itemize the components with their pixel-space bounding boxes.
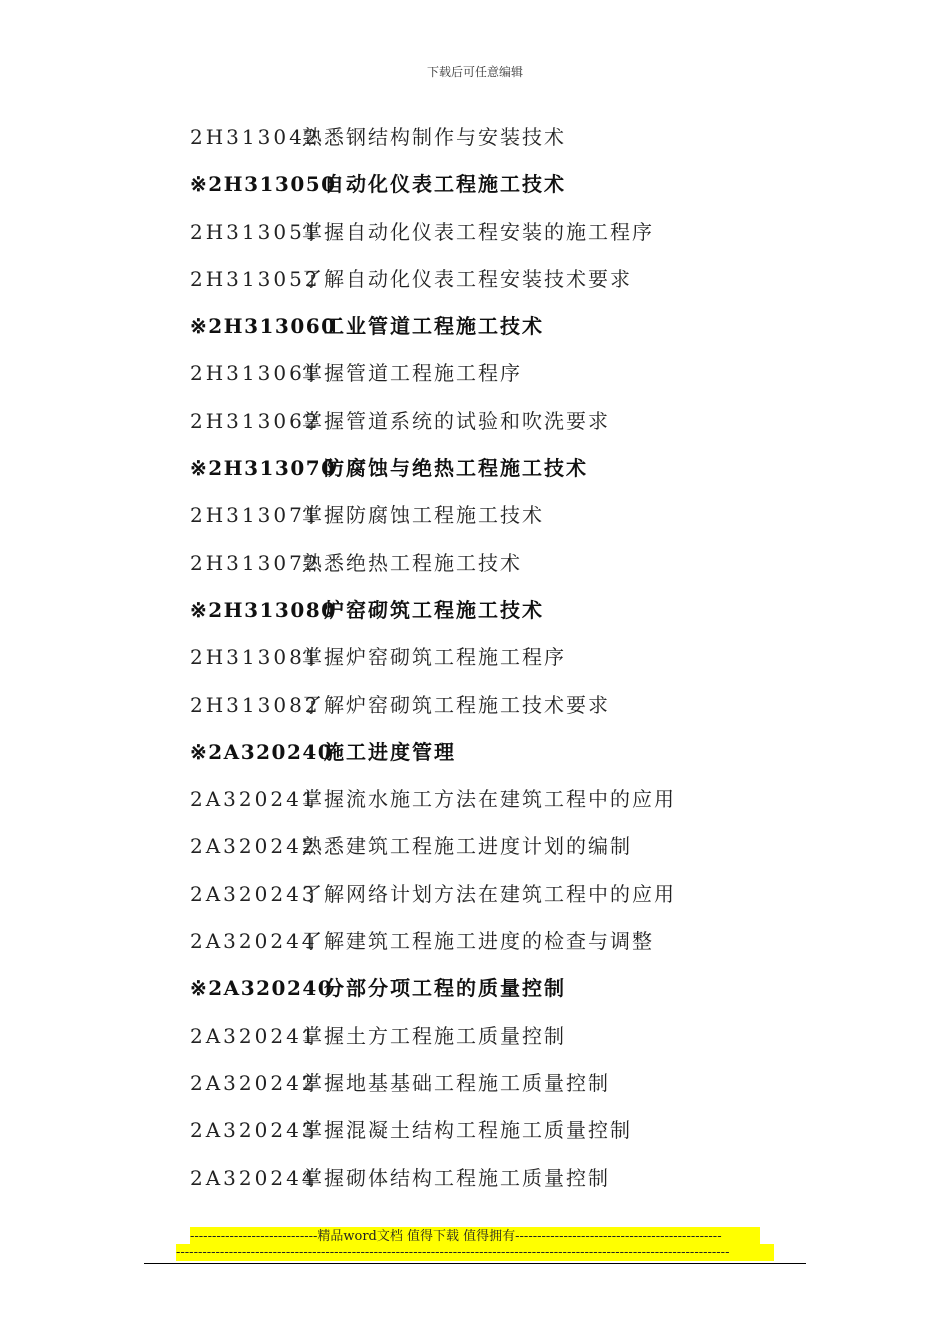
item-code: 2A320242 (190, 834, 318, 859)
syllabus-item (190, 1107, 890, 1154)
footer-promo-line: -----------------------------精品word文档 值得下载 值得拥有----------------------------------------------- (190, 1227, 760, 1246)
footer-dash-line: ------------------------------------------------------------------------------------------------------------------------------ (176, 1244, 774, 1261)
item-text: 了解自动化仪表工程安装技术要求 (302, 266, 632, 291)
item-text: 掌握土方工程施工质量控制 (302, 1023, 566, 1048)
item-text: 了解建筑工程施工进度的检查与调整 (302, 929, 654, 954)
item-code: ※2H313080 (190, 597, 337, 622)
item-code: 2H313071 (190, 503, 321, 528)
item-text: 自动化仪表工程施工技术 (324, 172, 566, 197)
item-code: 2H313062 (190, 408, 321, 433)
section-heading (190, 729, 890, 776)
item-text: 掌握砌体结构工程施工质量控制 (302, 1165, 610, 1190)
item-text: 分部分项工程的质量控制 (324, 976, 566, 1001)
item-code: 2H313051 (190, 219, 321, 244)
item-text: 熟悉钢结构制作与安装技术 (302, 125, 566, 149)
item-code: 2H313061 (190, 361, 321, 386)
item-text: 掌握混凝土结构工程施工质量控制 (302, 1118, 632, 1143)
syllabus-item (190, 871, 890, 918)
item-text: 掌握流水施工方法在建筑工程中的应用 (302, 787, 676, 812)
item-text: 掌握防腐蚀工程施工技术 (302, 503, 544, 528)
syllabus-item (190, 350, 890, 397)
section-heading (190, 965, 890, 1012)
syllabus-item (190, 398, 890, 445)
item-text: 掌握自动化仪表工程安装的施工程序 (302, 219, 654, 244)
item-text: 掌握管道系统的试验和吹洗要求 (302, 408, 610, 433)
syllabus-item (190, 256, 890, 303)
item-text: 防腐蚀与绝热工程施工技术 (324, 456, 588, 481)
syllabus-item (190, 823, 890, 870)
item-text: 掌握地基基础工程施工质量控制 (302, 1070, 610, 1095)
item-code: 2A320241 (190, 1023, 318, 1048)
item-code: ※2H313050 (190, 172, 337, 197)
item-code: ※2H313070 (190, 456, 337, 481)
item-text: 施工进度管理 (324, 739, 456, 764)
page-header: 下载后可任意编辑 (426, 65, 523, 79)
syllabus-item (190, 114, 890, 161)
item-code: 2A320241 (190, 787, 318, 812)
item-code: 2H313052 (190, 266, 321, 291)
section-heading (190, 445, 890, 492)
section-heading (190, 161, 890, 208)
item-code: 2A320243 (190, 1118, 318, 1143)
syllabus-item (190, 540, 890, 587)
item-code: ※2A320240 (190, 976, 334, 1001)
item-text: 了解网络计划方法在建筑工程中的应用 (302, 881, 676, 906)
item-code: 2A320242 (190, 1070, 318, 1095)
item-text: 熟悉建筑工程施工进度计划的编制 (302, 834, 632, 859)
footer-rule (144, 1263, 806, 1264)
item-code: ※2A320240 (190, 739, 334, 764)
item-text: 了解炉窑砌筑工程施工技术要求 (302, 692, 610, 717)
item-code: 2A320244 (190, 1165, 318, 1190)
item-code: 2A320243 (190, 881, 318, 906)
item-text: 掌握炉窑砌筑工程施工程序 (302, 645, 566, 670)
item-text: 熟悉绝热工程施工技术 (302, 550, 522, 575)
document-body (190, 114, 890, 1202)
item-code: 2A320244 (190, 929, 318, 954)
item-text: 工业管道工程施工技术 (324, 314, 544, 339)
syllabus-item (190, 209, 890, 256)
syllabus-item (190, 1013, 890, 1060)
item-code: ※2H313060 (190, 314, 337, 339)
item-code: 2H313081 (190, 645, 321, 670)
syllabus-item (190, 1155, 890, 1202)
item-code: 2H313082 (190, 692, 321, 717)
section-heading (190, 587, 890, 634)
item-text: 炉窑砌筑工程施工技术 (324, 597, 544, 622)
syllabus-item (190, 492, 890, 539)
syllabus-item (190, 1060, 890, 1107)
syllabus-item (190, 918, 890, 965)
item-text: 掌握管道工程施工程序 (302, 361, 522, 386)
syllabus-item (190, 682, 890, 729)
item-code: 2H313072 (190, 550, 321, 575)
syllabus-item (190, 634, 890, 681)
item-code: 2H313042 (190, 125, 321, 149)
section-heading (190, 303, 890, 350)
syllabus-item (190, 776, 890, 823)
